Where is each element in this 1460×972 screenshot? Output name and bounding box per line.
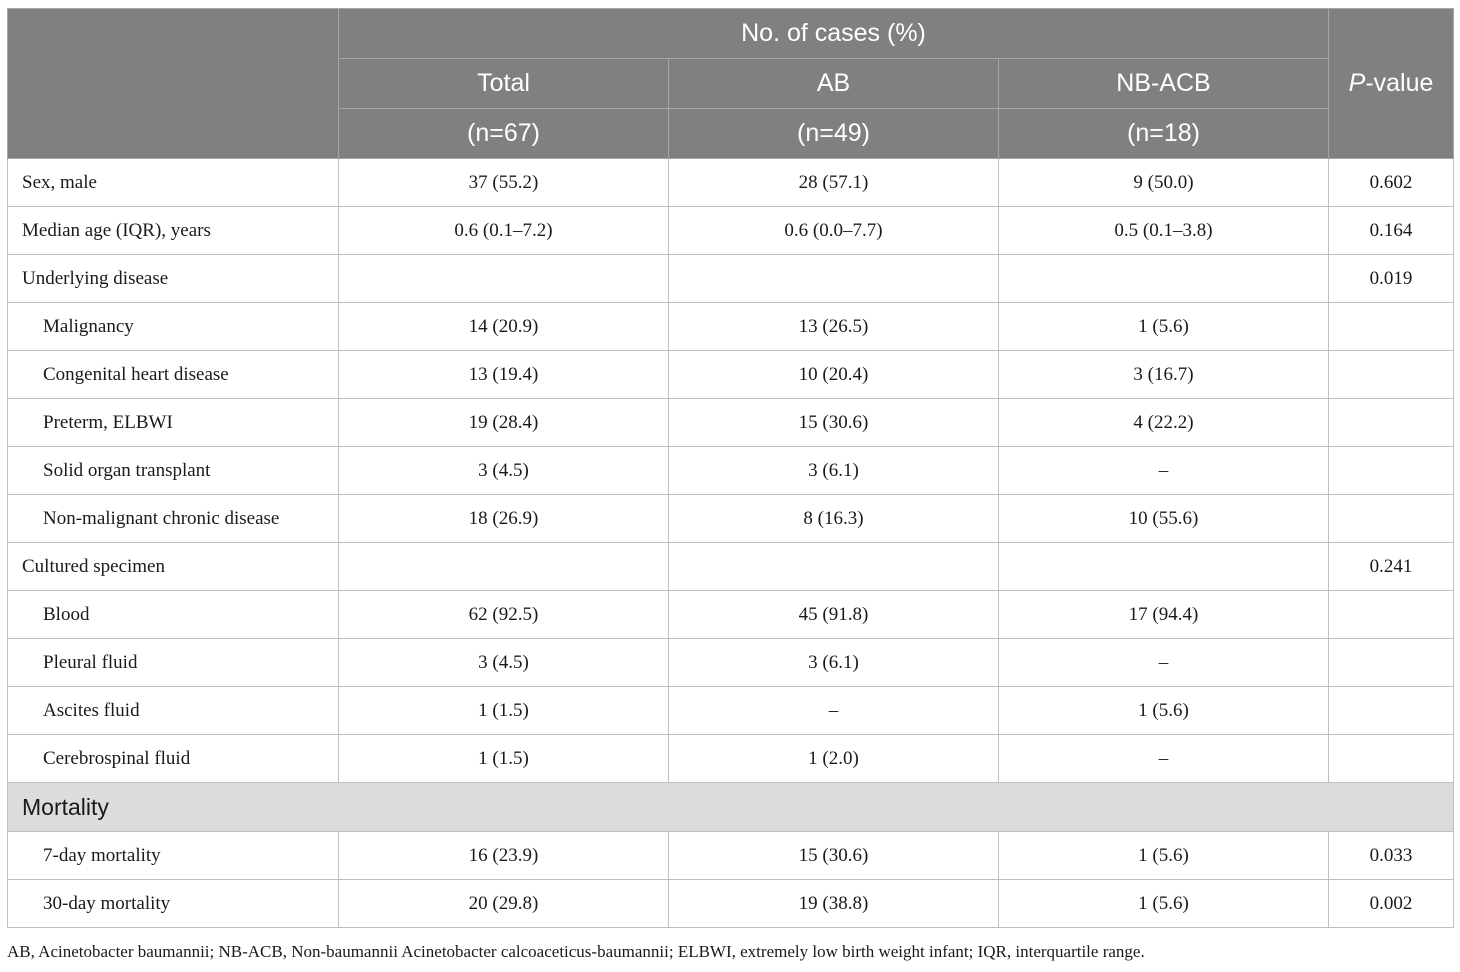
row-label: Blood: [8, 591, 339, 639]
cell-ab: 13 (26.5): [669, 303, 999, 351]
pvalue-italic: P: [1348, 69, 1366, 97]
cell-nb-acb: 9 (50.0): [999, 159, 1329, 207]
cell-pvalue: 0.164: [1329, 207, 1454, 255]
cell-total: 14 (20.9): [339, 303, 669, 351]
pvalue-rest: -value: [1365, 69, 1434, 97]
cell-pvalue: [1329, 687, 1454, 735]
cell-total: 18 (26.9): [339, 495, 669, 543]
cell-nb-acb: 0.5 (0.1–3.8): [999, 207, 1329, 255]
section-label: Mortality: [8, 783, 1454, 832]
table-header: [8, 9, 1454, 159]
table-row: [8, 832, 1454, 880]
cell-total: 1 (1.5): [339, 687, 669, 735]
cell-total: 0.6 (0.1–7.2): [339, 207, 669, 255]
cell-ab: 3 (6.1): [669, 447, 999, 495]
row-label: Underlying disease: [8, 255, 339, 303]
cell-pvalue: [1329, 447, 1454, 495]
header-blank-cell: [8, 9, 339, 159]
table-row: [8, 591, 1454, 639]
cell-ab: 1 (2.0): [669, 735, 999, 783]
cell-pvalue: 0.602: [1329, 159, 1454, 207]
table-row: [8, 735, 1454, 783]
cell-pvalue: 0.033: [1329, 832, 1454, 880]
cell-pvalue: [1329, 735, 1454, 783]
row-label: Solid organ transplant: [8, 447, 339, 495]
cell-pvalue: 0.019: [1329, 255, 1454, 303]
table-footnote: AB, Acinetobacter baumannii; NB-ACB, Non-baumannii Acinetobacter calcoaceticus-baumannii; ELBWI, extremely low birth weight infant; IQR, interquartile range.: [7, 942, 1145, 961]
table-row: [8, 351, 1454, 399]
cell-nb-acb: 1 (5.6): [999, 880, 1329, 928]
cell-ab: 28 (57.1): [669, 159, 999, 207]
row-label: 7-day mortality: [8, 832, 339, 880]
table-row: [8, 207, 1454, 255]
cell-total: 3 (4.5): [339, 447, 669, 495]
cell-pvalue: [1329, 495, 1454, 543]
cell-ab: [669, 255, 999, 303]
cell-total: 1 (1.5): [339, 735, 669, 783]
cell-nb-acb: 10 (55.6): [999, 495, 1329, 543]
header-col-ab: AB: [669, 59, 999, 109]
cell-nb-acb: 1 (5.6): [999, 687, 1329, 735]
row-label: Cerebrospinal fluid: [8, 735, 339, 783]
cell-ab: 15 (30.6): [669, 399, 999, 447]
row-label: Pleural fluid: [8, 639, 339, 687]
cell-pvalue: 0.241: [1329, 543, 1454, 591]
cell-nb-acb: –: [999, 639, 1329, 687]
row-label: Median age (IQR), years: [8, 207, 339, 255]
cell-ab: 45 (91.8): [669, 591, 999, 639]
row-label: 30-day mortality: [8, 880, 339, 928]
cell-total: 13 (19.4): [339, 351, 669, 399]
cell-nb-acb: 4 (22.2): [999, 399, 1329, 447]
cell-total: 62 (92.5): [339, 591, 669, 639]
row-label: Preterm, ELBWI: [8, 399, 339, 447]
cell-nb-acb: [999, 255, 1329, 303]
table-row: [8, 687, 1454, 735]
cell-ab: 0.6 (0.0–7.7): [669, 207, 999, 255]
cell-ab: 10 (20.4): [669, 351, 999, 399]
table-row: [8, 495, 1454, 543]
cell-ab: 3 (6.1): [669, 639, 999, 687]
cell-pvalue: [1329, 303, 1454, 351]
header-col-total: Total: [339, 59, 669, 109]
cell-total: 3 (4.5): [339, 639, 669, 687]
table-row: [8, 880, 1454, 928]
cell-total: [339, 255, 669, 303]
cell-ab: –: [669, 687, 999, 735]
table-row: [8, 447, 1454, 495]
row-label: Malignancy: [8, 303, 339, 351]
cell-nb-acb: 17 (94.4): [999, 591, 1329, 639]
cell-ab: 8 (16.3): [669, 495, 999, 543]
cell-total: [339, 543, 669, 591]
header-n-total: (n=67): [339, 109, 669, 159]
cell-nb-acb: –: [999, 447, 1329, 495]
data-table: [7, 8, 1454, 928]
table-row: [8, 399, 1454, 447]
cell-nb-acb: –: [999, 735, 1329, 783]
cell-pvalue: [1329, 639, 1454, 687]
table-body: [8, 159, 1454, 928]
table-row: [8, 639, 1454, 687]
cell-pvalue: [1329, 351, 1454, 399]
header-pvalue: [1329, 9, 1454, 159]
cell-total: 37 (55.2): [339, 159, 669, 207]
header-row-group: [8, 9, 1454, 59]
cell-nb-acb: 1 (5.6): [999, 303, 1329, 351]
header-n-ab: (n=49): [669, 109, 999, 159]
table-row: [8, 255, 1454, 303]
cell-ab: 15 (30.6): [669, 832, 999, 880]
table-row: [8, 159, 1454, 207]
row-label: Ascites fluid: [8, 687, 339, 735]
row-label: Non-malignant chronic disease: [8, 495, 339, 543]
header-group-label: No. of cases (%): [339, 9, 1329, 59]
cell-total: 16 (23.9): [339, 832, 669, 880]
table-row: [8, 303, 1454, 351]
row-label: Sex, male: [8, 159, 339, 207]
cell-nb-acb: 1 (5.6): [999, 832, 1329, 880]
cell-pvalue: [1329, 591, 1454, 639]
cell-ab: 19 (38.8): [669, 880, 999, 928]
header-n-nb-acb: (n=18): [999, 109, 1329, 159]
cell-pvalue: 0.002: [1329, 880, 1454, 928]
section-row: [8, 783, 1454, 832]
cell-nb-acb: 3 (16.7): [999, 351, 1329, 399]
row-label: Congenital heart disease: [8, 351, 339, 399]
header-col-nb-acb: NB-ACB: [999, 59, 1329, 109]
cell-ab: [669, 543, 999, 591]
table-container: [7, 8, 1453, 928]
row-label: Cultured specimen: [8, 543, 339, 591]
table-row: [8, 543, 1454, 591]
cell-nb-acb: [999, 543, 1329, 591]
cell-pvalue: [1329, 399, 1454, 447]
cell-total: 19 (28.4): [339, 399, 669, 447]
cell-total: 20 (29.8): [339, 880, 669, 928]
